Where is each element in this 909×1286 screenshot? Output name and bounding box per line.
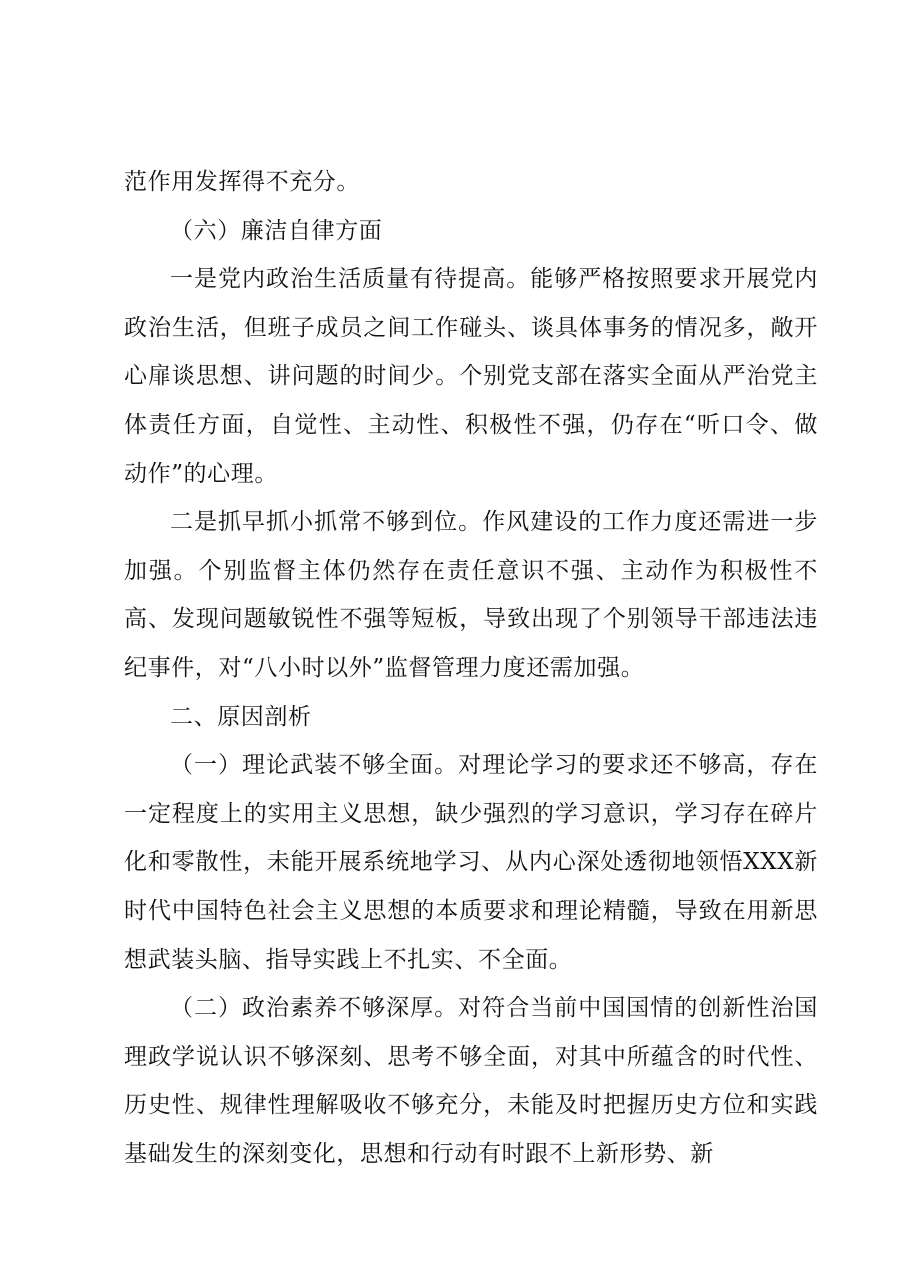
- paragraph-political-literacy: （二）政治素养不够深厚。对符合当前中国国情的创新性治国理政学说认识不够深刻、思考不够全面，对其中所蕴含的时代性、历史性、规律性理解吸收不够充分，未能及时把握历史方位和实践基础发生的深刻变化，思想和行动有时跟不上新形势、新: [124, 995, 818, 1167]
- document-body: [124, 158, 818, 1178]
- paragraph-party-life: 一是党内政治生活质量有待提高。能够严格按照要求开展党内政治生活，但班子成员之间工作碰头、谈具体事务的情况多，敞开心扉谈思想、讲问题的时间少。个别党支部在落实全面从严治党主体责任方面，自觉性、主动性、积极性不强，仍存在“听口令、做动作”的心理。: [124, 266, 818, 487]
- section-heading-cause-analysis: 二、原因剖析: [170, 703, 312, 730]
- section-heading-lianjie-zilu: （六）廉洁自律方面: [170, 217, 383, 244]
- paragraph-early-small: 二是抓早抓小抓常不够到位。作风建设的工作力度还需进一步加强。个别监督主体仍然存在责任意识不强、主动作为积极性不高、发现问题敏锐性不强等短板，导致出现了个别领导干部违法违纪事件，对“八小时以外”监督管理力度还需加强。: [124, 509, 818, 681]
- paragraph-continuation: 范作用发挥得不充分。: [124, 169, 360, 195]
- paragraph-theory-armament: （一）理论武装不够全面。对理论学习的要求还不够高，存在一定程度上的实用主义思想，缺少强烈的学习意识，学习存在碎片化和零散性，未能开展系统地学习、从内心深处透彻地领悟XXX新时代中国特色社会主义思想的本质要求和理论精髓，导致在用新思想武装头脑、指导实践上不扎实、不全面。: [124, 752, 818, 973]
